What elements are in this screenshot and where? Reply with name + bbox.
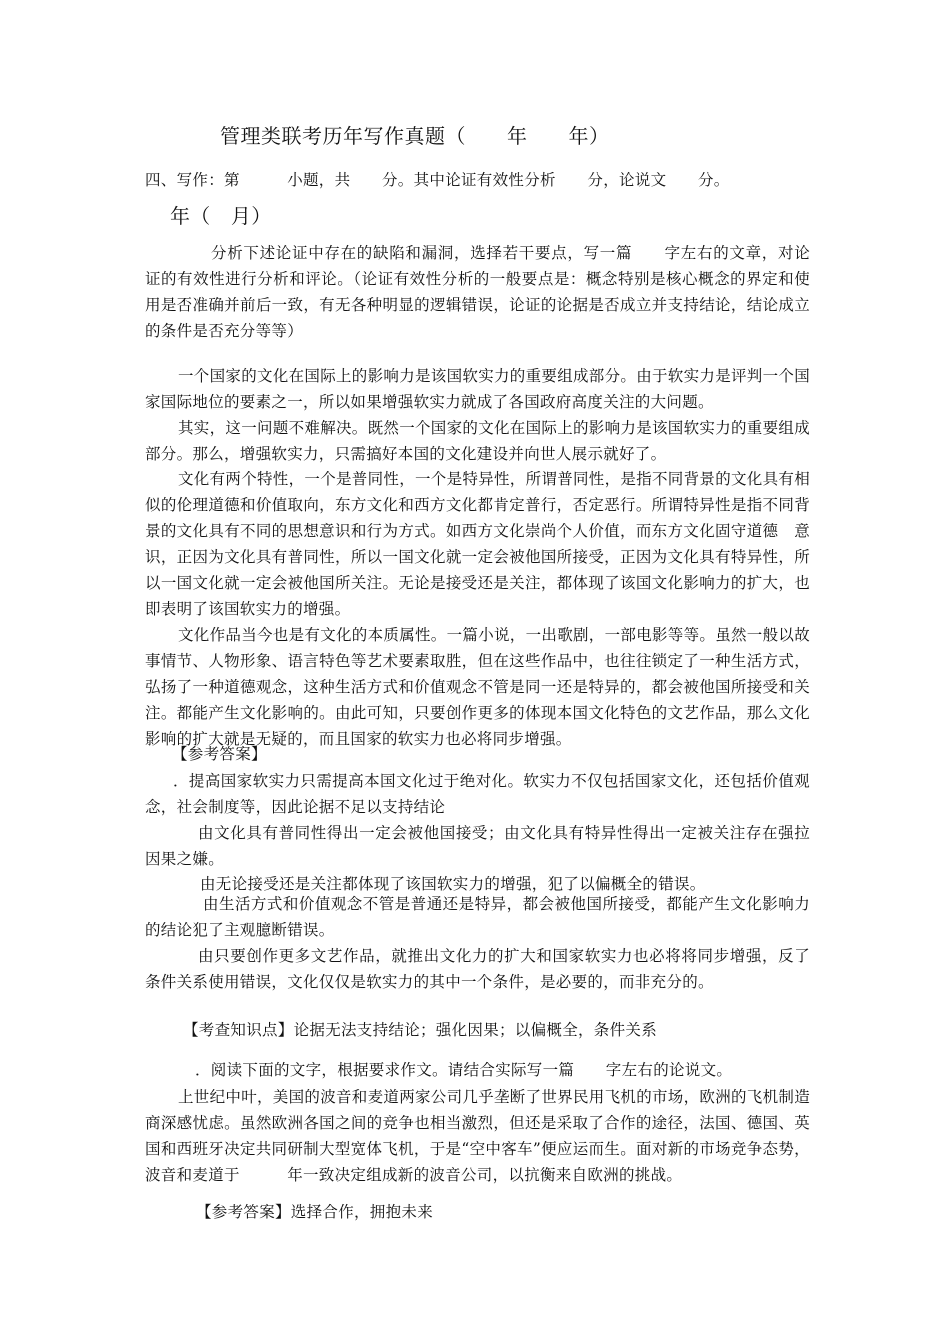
page-title: 管理类联考历年写作真题（ 年 年） bbox=[220, 124, 610, 148]
question2-instruction: ．阅读下面的文字，根据要求作文。请结合实际写一篇 字左右的论说文。 bbox=[195, 1061, 733, 1079]
question1-instruction: 分析下述论证中存在的缺陷和漏洞，选择若干要点，写一篇 字左右的文章，对论证的有效性进行分析和评论。（论证有效性分析的一般要点是：概念特别是核心概念的界定和使用是否准确并前后一致，有无各种明显的逻辑错误，论证的论据是否成立并支持结论，结论成立的条件是否充分等等） bbox=[145, 244, 810, 340]
argument-paragraph: 文化作品当今也是有文化的本质属性。一篇小说，一出歌剧，一部电影等等。虽然一般以故事情节、人物形象、语言特色等艺术要素取胜，但在这些作品中，也往往锁定了一种生活方式，弘扬了一种道德观念，这种生活方式和价值观念不管是同一还是特异的，都会被他国所接受和关注。都能产生文化影响的。由此可知，只要创作更多的体现本国文化特色的文艺作品，那么文化影响的扩大就是无疑的，而且国家的软实力也必将同步增强。 bbox=[145, 626, 811, 748]
question2-paragraph: 上世纪中叶，美国的波音和麦道两家公司几乎垄断了世界民用飞机的市场，欧洲的飞机制造商深感忧虑。虽然欧洲各国之间的竞争也相当激烈，但还是采取了合作的途径，法国、德国、英国和西班牙决定共同研制大型宽体飞机，于是“空中客车”便应运而生。面对新的市场竞争态势，波音和麦道于 年一致决定组成新的波音公司，以抗衡来自欧洲的挑战。 bbox=[145, 1088, 811, 1184]
answer-point: 由只要创作更多文艺作品，就推出文化力的扩大和国家软实力也必将将同步增强，反了条件关系使用错误，文化仅仅是软实力的其中一个条件，是必要的，而非充分的。 bbox=[145, 947, 810, 991]
answer-point: 由无论接受还是关注都体现了该国软实力的增强，犯了以偏概全的错误。 bbox=[200, 875, 706, 893]
question2-reference-answer: 【参考答案】选择合作，拥抱未来 bbox=[196, 1203, 434, 1221]
year-month-heading: 年（ 月） bbox=[170, 204, 272, 228]
section-heading: 四、写作：第 小题，共 分。其中论证有效性分析 分，论说文 分。 bbox=[145, 171, 730, 189]
answer-point: ．提高国家软实力只需提高本国文化过于绝对化。软实力不仅包括国家文化，还包括价值观念，社会制度等，因此论据不足以支持结论 bbox=[145, 772, 810, 816]
argument-paragraph: 一个国家的文化在国际上的影响力是该国软实力的重要组成部分。由于软实力是评判一个国家国际地位的要素之一，所以如果增强软实力就成了各国政府高度关注的大问题。 bbox=[145, 367, 811, 411]
argument-paragraph: 文化有两个特性，一个是普同性，一个是特异性，所谓普同性，是指不同背景的文化具有相似的伦理道德和价值取向，东方文化和西方文化都肯定普行，否定恶行。所谓特异性是指不同背景的文化具有不同的思想意识和行为方式。如西方文化崇尚个人价值，而东方文化固守道德 意识，正因为文化具有普同性，所以一国文化就一定会被他国所接受，正因为文化具有特异性，所以一国文化就一定会被他国所关注。无论是接受还是关注，都体现了该国文化影响力的扩大，也即表明了该国软实力的增强。 bbox=[145, 470, 811, 618]
answer-point: 由文化具有普同性得出一定会被他国接受；由文化具有特异性得出一定被关注存在强拉因果之嫌。 bbox=[145, 824, 810, 868]
argument-paragraph: 其实，这一问题不难解决。既然一个国家的文化在国际上的影响力是该国软实力的重要组成部分。那么，增强软实力，只需搞好本国的文化建设并向世人展示就好了。 bbox=[145, 419, 811, 463]
knowledge-points: 【考查知识点】论据无法支持结论；强化因果；以偏概全，条件关系 bbox=[183, 1021, 658, 1039]
answer-point: 由生活方式和价值观念不管是普通还是特异，都会被他国所接受，都能产生文化影响力的结论犯了主观臆断错误。 bbox=[145, 895, 810, 939]
reference-answer-label: 【参考答案】 bbox=[172, 745, 267, 763]
